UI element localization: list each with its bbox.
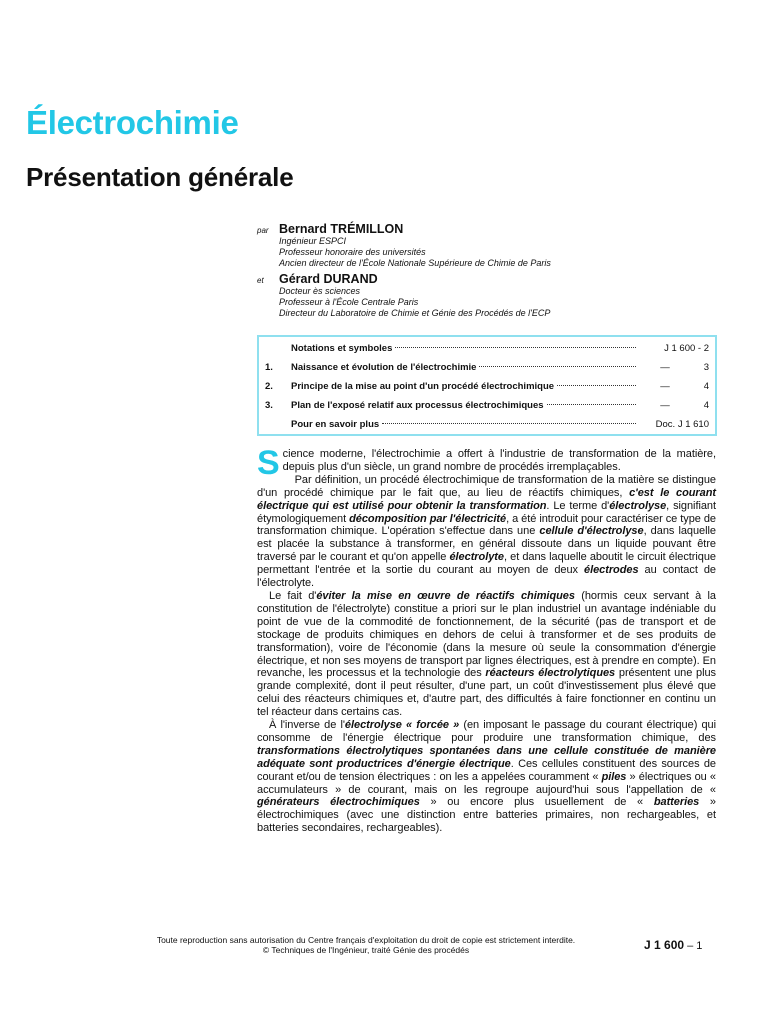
emphasis-text: piles	[601, 770, 627, 783]
text-run: (hormis ceux servant à la constitution de l'électrolyte) constitue a priori sur le plan industriel un avantage indéniable du point de vue de la commodité de fonctionnement, de la sécurité (pas de transport et de stockage de produits chimiques en dehors de celui à transformer et de ses produits de transformation), voire de l'économie (dans la mesure où seule la consommation d'énergie électrique, et non ses moyens de transport par lignes électriques, est à prendre en compte). En revanche, les processus et la technologie des	[257, 589, 716, 680]
toc-label: Notations et symboles	[291, 343, 393, 354]
document-reference	[644, 938, 702, 952]
author-conjunction: et	[257, 276, 264, 285]
toc-entry[interactable]	[265, 381, 709, 400]
body-text	[257, 444, 717, 835]
toc-ref: J 1 600 - 2	[664, 343, 709, 354]
toc-leader-dots	[479, 366, 636, 367]
authors-block	[257, 222, 717, 319]
author-name: Bernard TRÉMILLON	[279, 222, 404, 236]
page-title: Électrochimie	[26, 104, 239, 141]
author-2	[257, 272, 717, 319]
toc-leader-dots	[557, 385, 636, 386]
author-1	[257, 222, 717, 269]
toc-leader-dots	[547, 404, 636, 405]
text-run: , a été introduit pour caractériser ce type de transformation chimique. L'opération s'effectue dans une	[257, 512, 717, 538]
text-run: cience moderne, l'électrochimie a offert à l'industrie de transformation de la matière, depuis plus d'un siècle, un grand nombre de procédés irremplaçables.	[282, 448, 716, 473]
emphasis-text: batteries	[653, 796, 700, 809]
toc-ref: — 3	[660, 362, 709, 373]
emphasis-text: cellule d'électrolyse	[539, 525, 644, 538]
author-role: Ingénieur ESPCI	[279, 236, 347, 246]
author-name: Gérard DURAND	[279, 272, 378, 286]
copyright-line: © Techniques de l'Ingénieur, traité Génie des procédés	[262, 945, 470, 955]
text-run: , signifiant étymologiquement	[257, 499, 716, 525]
drop-cap: S	[257, 444, 280, 482]
emphasis-text: c'est le courant électrique qui est utilisé pour obtenir la transformation	[257, 486, 716, 512]
page-number: – 1	[684, 940, 703, 952]
toc-number: 1.	[265, 362, 273, 373]
paragraph-1	[257, 444, 716, 482]
toc-entry[interactable]	[265, 362, 709, 381]
author-role: Professeur honoraire des universités	[279, 247, 426, 257]
toc-entry[interactable]	[265, 400, 709, 419]
text-run: au contact de l'électrolyte.	[257, 564, 716, 590]
paragraph-3	[257, 590, 716, 719]
toc-number: 3.	[265, 400, 273, 411]
text-run: » ou encore plus usuellement de «	[419, 796, 654, 809]
author-role: Docteur ès sciences	[279, 286, 361, 296]
emphasis-text: décomposition par l'électricité	[349, 512, 507, 525]
toc-label: Plan de l'exposé relatif aux processus électrochimiques	[291, 400, 544, 411]
emphasis-text: électrolyse	[609, 499, 667, 512]
toc-label: Pour en savoir plus	[291, 419, 380, 430]
toc-leader-dots	[382, 423, 636, 424]
text-run: , dans laquelle est placée la substance à transformer, en général dissoute dans un liquide pouvant être traversé par le courant et qu'on appelle	[257, 525, 716, 564]
emphasis-text: électrodes	[584, 564, 639, 577]
text-run: , et dans laquelle aboutit le circuit électrique permettant l'entrée et la sortie du courant au moyen de deux	[257, 551, 716, 577]
emphasis-text: réacteurs électrolytiques	[485, 667, 616, 680]
text-run: Le fait d'	[269, 589, 317, 602]
toc-leader-dots	[395, 347, 636, 348]
emphasis-text: générateurs électrochimiques	[257, 796, 420, 809]
emphasis-text: éviter la mise en œuvre de réactifs chimiques	[316, 589, 575, 602]
emphasis-text: transformations électrolytiques spontanées dans une cellule constituée de manière adéquate sont productrices d'énergie électrique	[257, 744, 716, 770]
paragraph-2	[257, 474, 716, 590]
author-role: Professeur à l'École Centrale Paris	[279, 297, 419, 307]
author-role: Ancien directeur de l'École Nationale Supérieure de Chimie de Paris	[279, 258, 551, 268]
page-subtitle: Présentation générale	[26, 162, 294, 192]
text-run: (en imposant le passage du courant électrique) qui consomme de l'énergie électrique pour produire une transformation chimique, des	[257, 719, 716, 744]
toc-number: 2.	[265, 381, 273, 392]
text-run: » électriques ou « accumulateurs » de courant, mais on les regroupe aujourd'hui sous l'appellation de «	[257, 770, 716, 796]
emphasis-text: électrolyse « forcée »	[344, 719, 460, 732]
document-code: J 1 600	[644, 938, 685, 952]
toc-ref: — 4	[660, 400, 709, 411]
toc-label: Principe de la mise au point d'un procédé électrochimique	[291, 381, 555, 392]
toc-ref: — 4	[660, 381, 709, 392]
text-run: . Ces cellules constituent des sources de courant et/ou de tension électriques : on les a appelées couramment «	[257, 757, 716, 783]
toc-entry[interactable]	[265, 419, 709, 438]
author-conjunction: par	[257, 226, 269, 235]
toc-label: Naissance et évolution de l'électrochimie	[291, 362, 477, 373]
text-run: Par définition, un procédé électrochimique de transformation de la matière se distingue d'un procédé chimique par le fait que, au lieu de réactifs chimiques,	[257, 473, 716, 499]
table-of-contents	[257, 335, 717, 436]
emphasis-text: électrolyte	[449, 551, 504, 564]
paragraph-4	[257, 719, 716, 835]
author-role: Directeur du Laboratoire de Chimie et Génie des Procédés de l'ECP	[279, 308, 551, 318]
text-run: . Le terme d'	[546, 499, 610, 512]
toc-ref: Doc. J 1 610	[655, 419, 709, 430]
text-run: » électrochimiques (avec une distinction entre batteries primaires, non rechargeables, et batteries secondaires, rechargeables).	[257, 796, 716, 835]
copyright-line: Toute reproduction sans autorisation du Centre français d'exploitation du droit de copie est strictement interdite.	[156, 935, 576, 945]
toc-entry[interactable]	[265, 343, 709, 362]
copyright-notice	[120, 935, 612, 955]
text-run: À l'inverse de l'	[269, 719, 345, 732]
text-run: présentent une plus grande complexité, dont il peut résulter, d'une part, un coût d'investissement plus élevé que celui des réacteurs chimiques et, d'autre part, des difficultés à faire fonctionner en continu un tel réacteur dans certains cas.	[257, 667, 717, 719]
